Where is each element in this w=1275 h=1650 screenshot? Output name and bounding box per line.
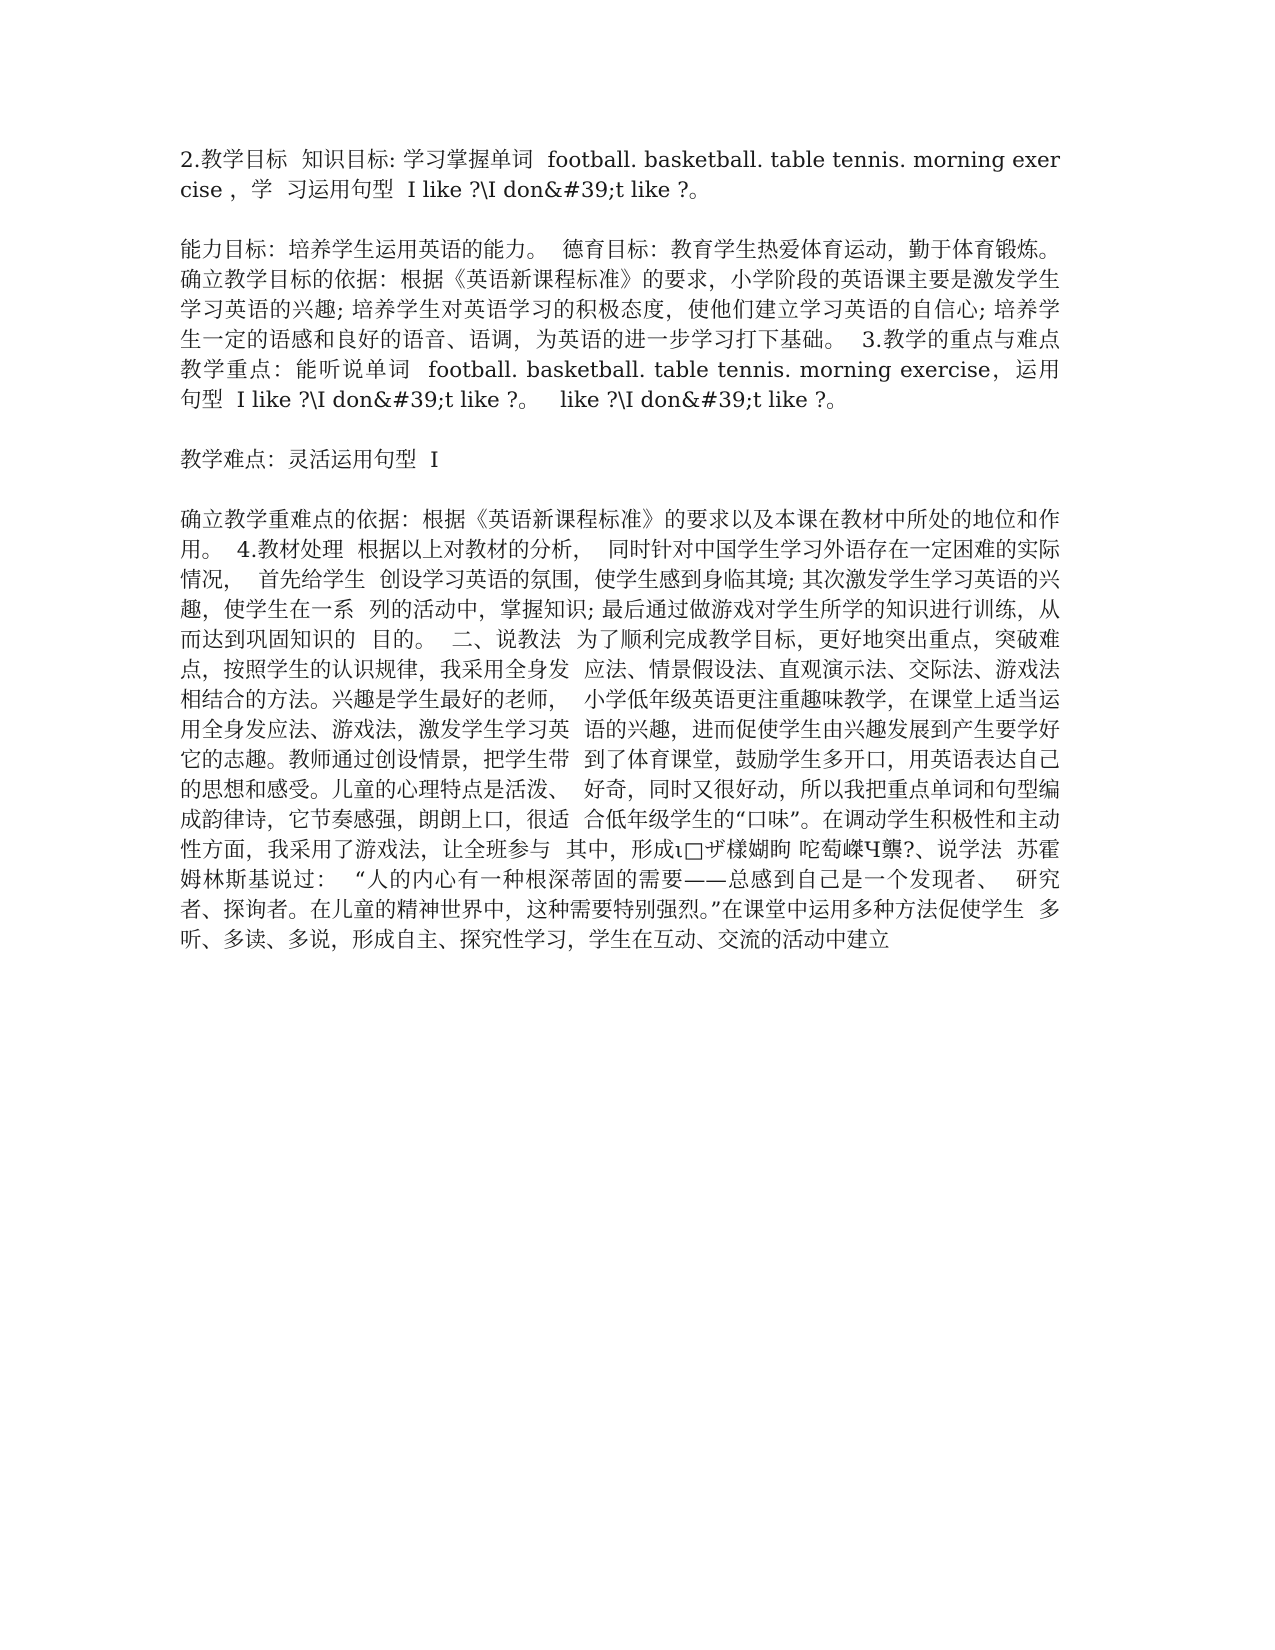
paragraph-teaching-goals: 2.教学目标 知识目标: 学习掌握单词 football. basketball. table tennis. morning exercise ，学 习运用句型 I like ?\I don&#39;t like ?。 xyxy=(180,148,1060,203)
paragraph-ability-goals: 能力目标：培养学生运用英语的能力。 德育目标：教育学生热爱体育运动，勤于体育锻炼。 确立教学目标的依据：根据《英语新课程标准》的要求，小学阶段的英语课主要是激发学生 学习英语的兴趣; 培养学生对英语学习的积极态度，使他们建立学习英语的自信心; 培养学 生一定的语感和良好的语音、语调，为英语的进一步学习打下基础。 3.教学的重点与难点 教学重点：能听说单词 football. basketball. table tennis. morning exercise，运用 句型 I like ?\I don&#39;t like ?。 like ?\I don&#39;t like ?。 xyxy=(180,238,1074,413)
paragraph-teaching-difficulty: 教学难点：灵活运用句型 I xyxy=(180,448,439,473)
paragraph-teaching-method: 确立教学重难点的依据：根据《英语新课程标准》的要求以及本课在教材中所处的地位和作 用。 4.教材处理 根据以上对教材的分析， 同时针对中国学生学习外语存在一定困难的实际情况， 首先给学生 创设学习英语的氛围，使学生感到身临其境; 其次激发学生学习英语的兴趣，使学生在一系 列的活动中，掌握知识; 最后通过做游戏对学生所学的知识进行训练，从而达到巩固知识的 目的。 二、说教法 为了顺利完成教学目标，更好地突出重点，突破难点，按照学生的认识规律，我采用全身发 应法、情景假设法、直观演示法、交际法、游戏法相结合的方法。兴趣是学生最好的老师， 小学低年级英语更注重趣味教学，在课堂上适当运用全身发应法、游戏法，激发学生学习英 语的兴趣，进而促使学生由兴趣发展到产生要学好它的志趣。教师通过创设情景，把学生带 到了体育课堂，鼓励学生多开口，用英语表达自己的思想和感受。儿童的心理特点是活泼、 好奇，同时又很好动，所以我把重点单词和句型编成韵律诗，它节奏感强，朗朗上口，很适 合低年级学生的“口味”。在调动学生积极性和主动性方面，我采用了游戏法，让全班参与 其中，形成ι□ザ樣媩眗 咜萄嵥Ч龒?、说学法 苏霍姆林斯基说过： “人的内心有一种根深蒂固的需要——总感到自己是一个发现者、 研究 者、探询者。在儿童的精神世界中，这种需要特别强烈。”在课堂中运用多种方法促使学生 多听、多读、多说，形成自主、探究性学习，学生在互动、交流的活动中建立 xyxy=(180,508,1074,953)
document-page xyxy=(180,146,1074,956)
